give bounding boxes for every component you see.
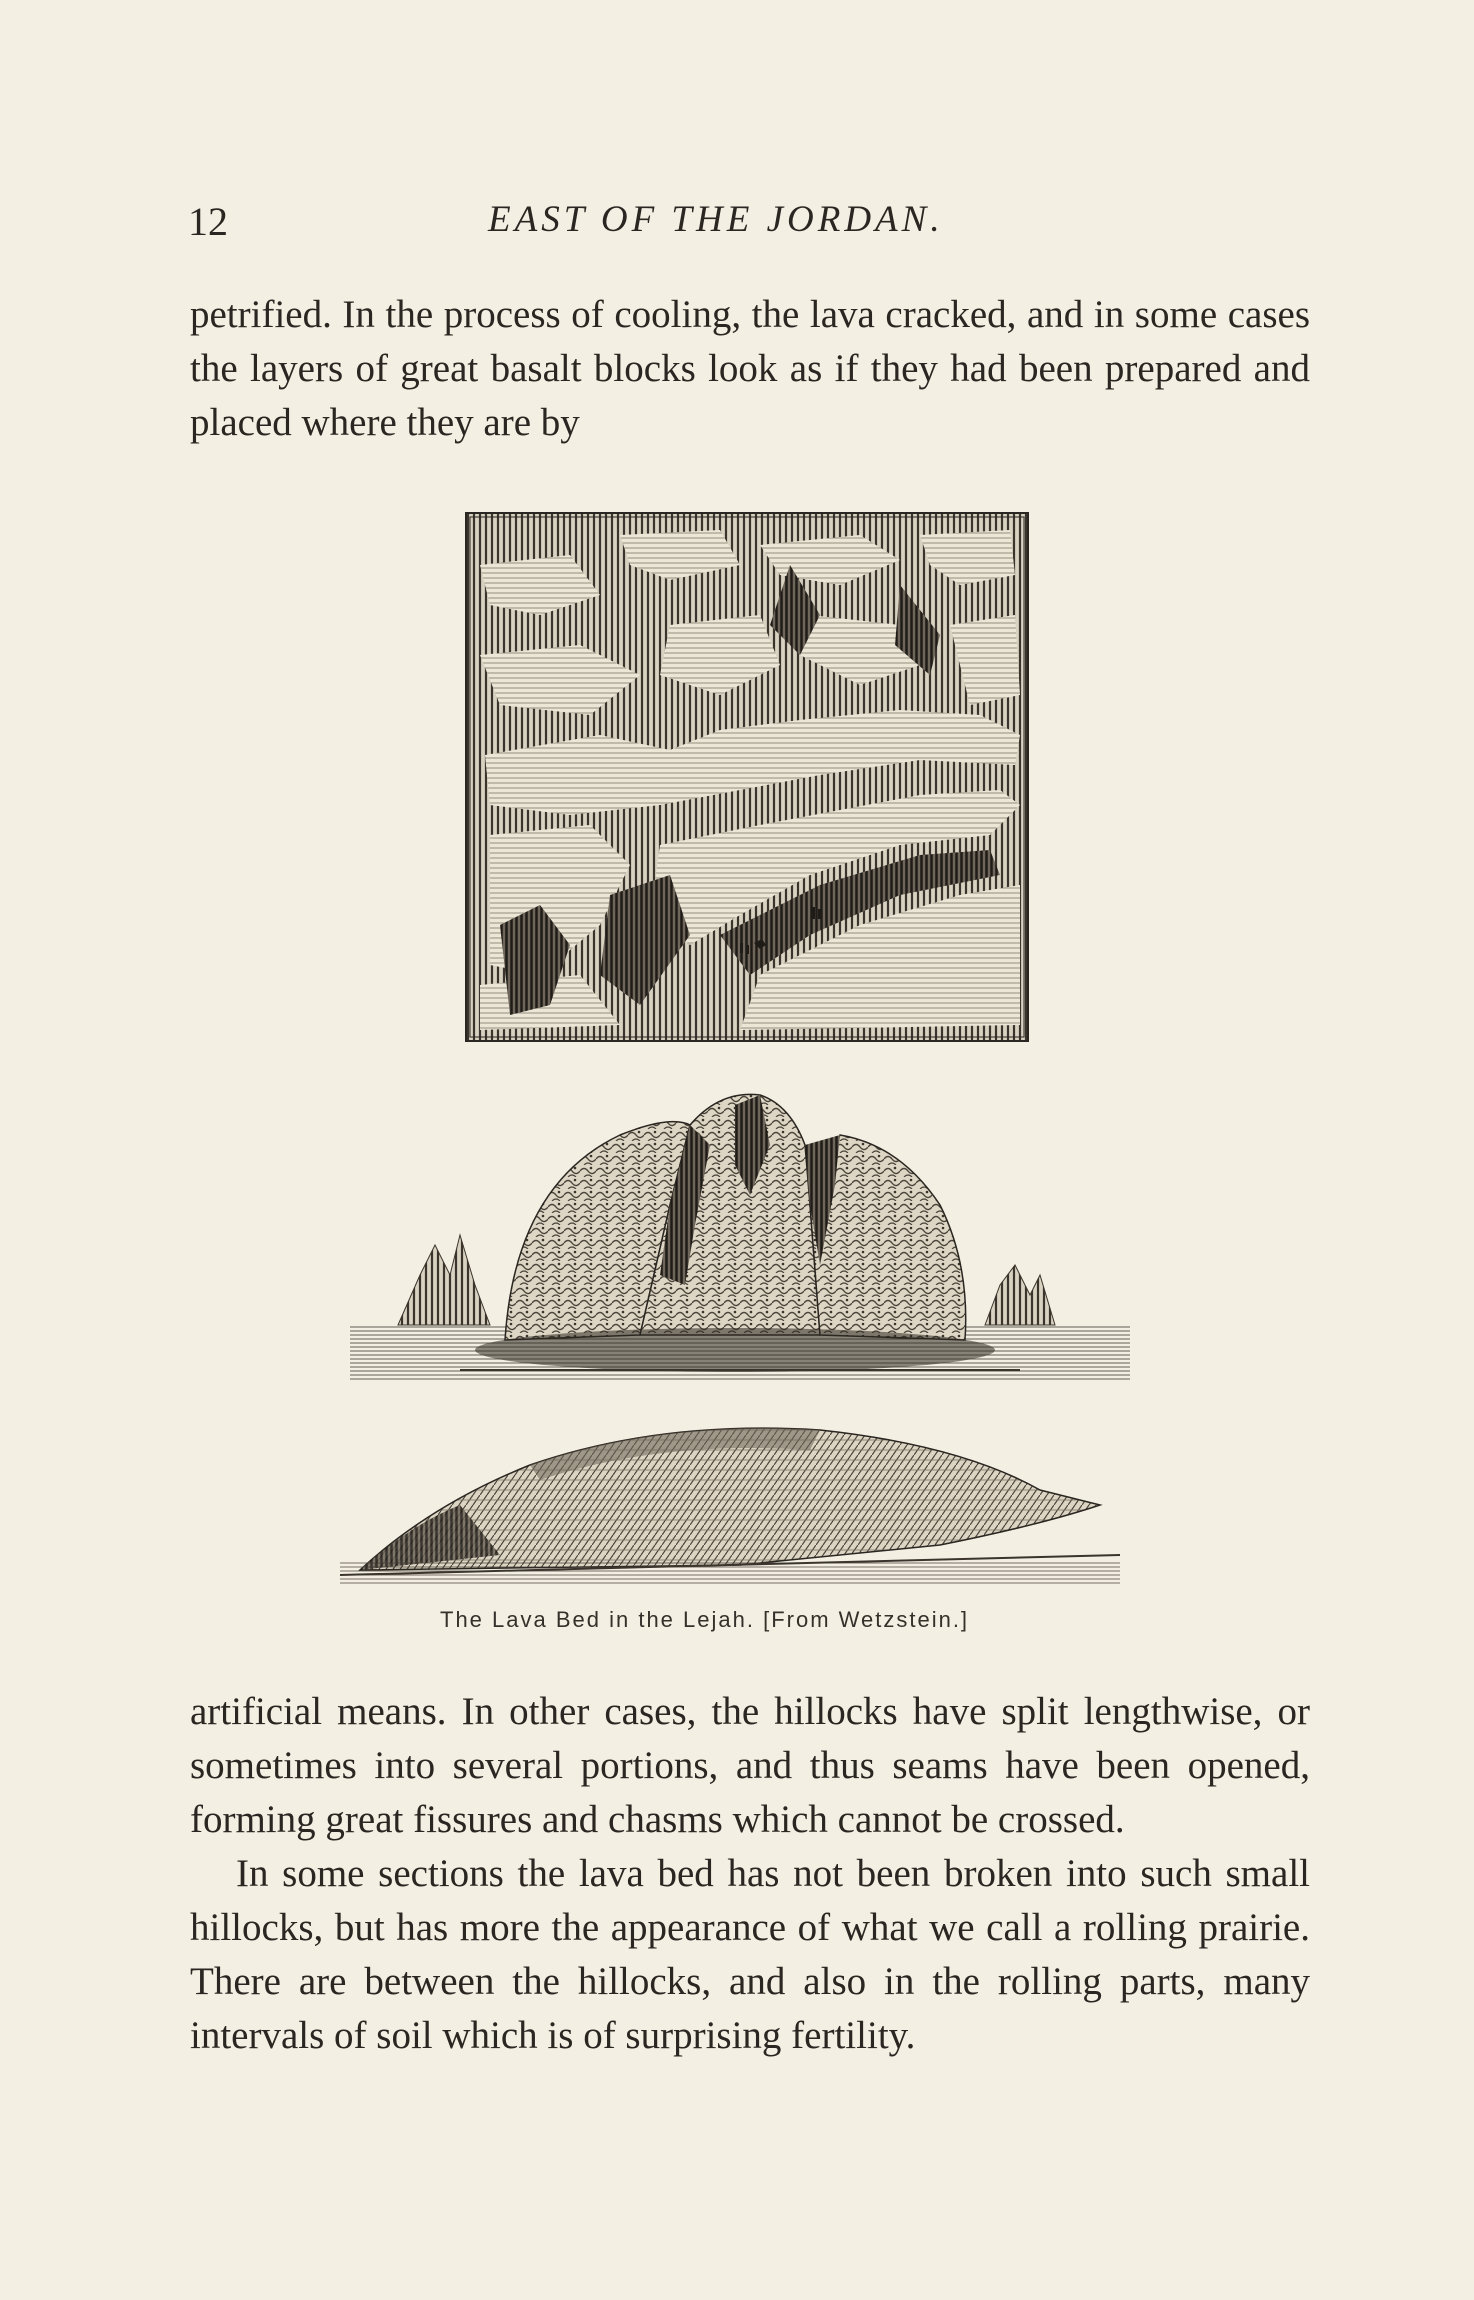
figure-caption: The Lava Bed in the Lejah. [From Wetzstein.] <box>440 1607 970 1632</box>
lava-bed-engraving <box>340 505 1150 1605</box>
body-text-top <box>190 288 1310 450</box>
paragraph: artificial means. In other cases, the hillocks have split lengthwise, or sometimes into several portions, and thus seams have been opened, forming great fissures and chasms which cannot be crossed. <box>190 1690 1310 1841</box>
lower-broad-mound <box>340 1428 1120 1585</box>
upper-plate-lava-field <box>466 513 1028 1041</box>
page-header <box>188 198 1308 248</box>
middle-split-hillock <box>350 1094 1130 1380</box>
engraving-illustration <box>340 505 1150 1615</box>
page-number: 12 <box>188 199 228 244</box>
running-head: EAST OF THE JORDAN. <box>488 199 944 240</box>
paragraph: In some sections the lava bed has not been broken into such small hillocks, but has more the appearance of what we call a rolling prairie. There are between the hillocks, and also in the rolling parts, many intervals of soil which is of surprising fertility. <box>190 1852 1310 2057</box>
paragraph: petrified. In the process of cooling, the lava cracked, and in some cases the layers of great basalt blocks look as if they had been prepared and placed where they are by <box>190 293 1310 444</box>
body-text-bottom <box>190 1685 1310 2063</box>
